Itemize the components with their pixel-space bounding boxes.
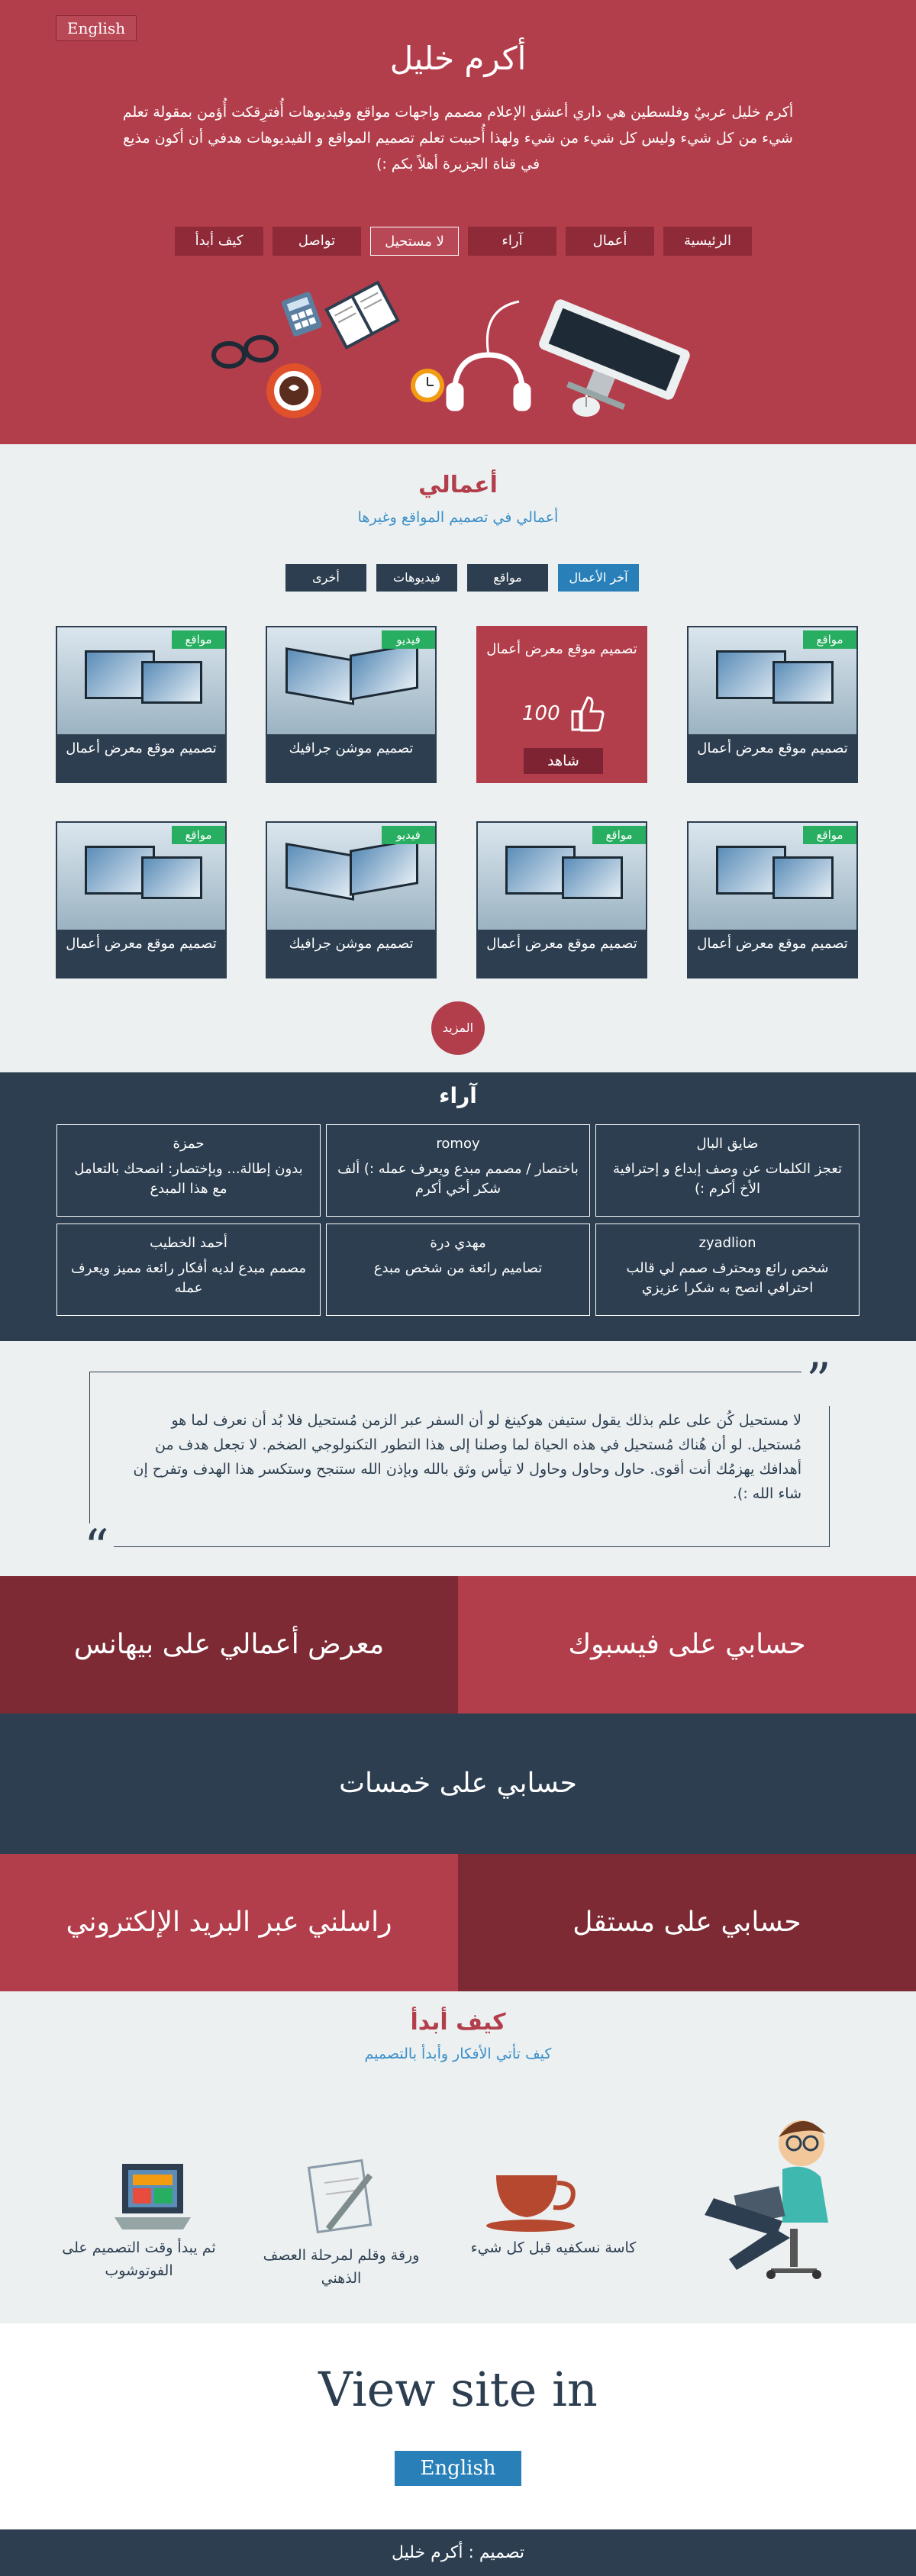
quote-open-icon: ” xyxy=(802,1357,836,1406)
nav-home[interactable]: الرئيسية xyxy=(663,227,752,256)
testimonial-card xyxy=(595,1224,860,1316)
step-photoshop: ثم يبدأ وقت التصميم على الفوتوشوب xyxy=(62,2239,216,2279)
testimonial-author: ضايق البال xyxy=(696,1136,759,1152)
work-title: تصميم موقع معرض أعمال xyxy=(697,936,848,952)
work-title: تصميم موقع معرض أعمال xyxy=(486,936,637,952)
alarm-clock-icon xyxy=(411,369,444,402)
testimonial-text: بدون إطالة... وبإختصار: انصحك بالتعامل مع هذا المبدع xyxy=(74,1161,303,1197)
works-subtitle: أعمالي في تصميم المواقع وغيرها xyxy=(357,509,559,526)
category-tag: مواقع xyxy=(592,826,646,844)
quote-close-icon: “ xyxy=(79,1523,114,1572)
notebook-icon xyxy=(324,280,400,350)
category-tag: فيديو xyxy=(382,630,435,649)
opinions-title: آراء xyxy=(439,1083,477,1108)
category-tag: فيديو xyxy=(382,826,435,844)
step-brainstorm: ورقة وقلم لمرحلة العصف الذهني xyxy=(263,2247,420,2287)
opinions-section xyxy=(0,1072,916,1341)
testimonial-author: مهدي درة xyxy=(430,1235,486,1251)
nav-opinions[interactable]: آراء xyxy=(468,227,556,256)
category-tag: مواقع xyxy=(172,826,225,844)
site-title: أكرم خليل xyxy=(389,40,527,77)
nav-impossible[interactable]: لا مستحيل xyxy=(370,227,459,256)
how-title: كيف أبدأ xyxy=(410,2009,506,2036)
testimonial-text: باختصار / مصمم مبدع ويعرف عمله :) ألف شكر أخي أكرم xyxy=(337,1161,579,1197)
testimonial-author: أحمد الخطيب xyxy=(150,1235,227,1251)
filter-latest[interactable]: آخر الأعمال xyxy=(558,564,639,592)
step-coffee: كاسة نسكفيه قبل كل شيء xyxy=(470,2239,637,2256)
work-card[interactable] xyxy=(56,821,227,978)
filter-websites[interactable]: مواقع xyxy=(467,564,548,592)
testimonial-author: romoy xyxy=(436,1136,480,1152)
nav-contact[interactable]: تواصل xyxy=(273,227,361,256)
work-title: تصميم موقع معرض أعمال xyxy=(697,740,848,756)
view-site-section xyxy=(0,2323,916,2529)
works-title: أعمالي xyxy=(418,472,498,498)
email-link[interactable]: راسلني عبر البريد الإلكتروني xyxy=(0,1854,458,1991)
thumbs-up-icon xyxy=(568,695,605,733)
coffee-mug-icon xyxy=(485,2160,584,2236)
featured-work-title: تصميم موقع معرض أعمال xyxy=(486,641,637,657)
work-title: تصميم موشن جرافيك xyxy=(289,936,414,952)
work-title: تصميم موقع معرض أعمال xyxy=(66,740,217,756)
category-tag: مواقع xyxy=(172,630,225,649)
testimonial-card xyxy=(595,1124,860,1217)
coffee-cup-icon xyxy=(266,363,321,418)
bio-text: أكرم خليل عربيٌ وفلسطين هي داري أعشق الإعلام مصمم واجهات مواقع وفيديوهات أُفترِقكت أُؤمن بمقولة تعلم شيء من كل شيء وليس كل شيء من شيء ولهذا أُحببت تعلم تصميم المواقع و الفيديوهات هدفي أن أكون مذيع في قناة الجزيرة أهلاً بكم :) xyxy=(122,104,794,172)
work-title: تصميم موقع معرض أعمال xyxy=(66,936,217,952)
paper-pencil-icon xyxy=(298,2152,382,2236)
filter-other[interactable]: أخرى xyxy=(285,564,366,592)
testimonial-text: تصاميم رائعة من شخص مبدع xyxy=(373,1260,543,1276)
testimonial-text: تعجز الكلمات عن وصف إبداع و إحترافية الأخ أكرم :) xyxy=(613,1161,842,1197)
testimonial-card xyxy=(56,1124,321,1217)
view-site-title: View site in xyxy=(318,2362,598,2417)
work-title: تصميم موشن جرافيك xyxy=(289,740,414,756)
footer-credit: تصميم : أكرم خليل xyxy=(0,2529,916,2576)
hero-header xyxy=(0,0,916,444)
work-card[interactable] xyxy=(56,626,227,783)
photoshop-laptop-icon xyxy=(114,2156,191,2240)
work-card[interactable] xyxy=(476,821,647,978)
main-nav xyxy=(164,227,752,257)
nav-how-start[interactable]: كيف أبدأ xyxy=(175,227,263,256)
designer-character-illustration xyxy=(676,2107,859,2290)
category-tag: مواقع xyxy=(803,630,856,649)
works-filters xyxy=(276,564,639,593)
nav-works[interactable]: أعمال xyxy=(566,227,654,256)
testimonial-author: حمزة xyxy=(173,1136,205,1152)
testimonial-author: zyadlion xyxy=(698,1235,756,1251)
mostaql-link[interactable]: حسابي على مستقل xyxy=(458,1854,916,1991)
testimonial-card xyxy=(56,1224,321,1316)
testimonial-text: شخص رائع ومحترف صمم لي قالب احترافي انصح به شكرا عزيزي xyxy=(626,1260,829,1296)
more-button[interactable]: المزيد xyxy=(431,1001,485,1055)
glasses-icon xyxy=(214,337,276,366)
work-card[interactable] xyxy=(687,821,858,978)
filter-videos[interactable]: فيديوهات xyxy=(376,564,457,592)
english-site-button[interactable]: English xyxy=(395,2451,521,2486)
work-card[interactable] xyxy=(266,821,437,978)
category-tag: مواقع xyxy=(803,826,856,844)
testimonial-text: مصمم مبدع لديه أفكار رائعة مميز ويعرف عمله xyxy=(71,1260,306,1296)
calculator-icon xyxy=(281,291,323,337)
khamsat-link[interactable]: حسابي على خمسات xyxy=(0,1714,916,1854)
work-card[interactable] xyxy=(266,626,437,783)
behance-link[interactable]: معرض أعمالي على بيهانس xyxy=(0,1576,458,1714)
desk-illustration xyxy=(198,279,718,431)
language-button[interactable]: English xyxy=(56,15,137,41)
headphones-icon xyxy=(449,301,528,408)
featured-work-card[interactable] xyxy=(476,626,647,783)
how-subtitle: كيف تأتي الأفكار وأبدأ بالتصميم xyxy=(364,2046,552,2062)
testimonial-card xyxy=(326,1124,590,1217)
monitor-icon xyxy=(527,298,692,426)
view-button[interactable]: شاهد xyxy=(524,748,603,774)
impossible-quote: لا مستحيل كُن على علم بذلك يقول ستيفن هوكينغ لو أن السفر عبر الزمن مُستحيل فلا بُد أن نعرف لما هو مُستحيل. لو أن هُناك مُستحيل في هذه الحياة لما وصلنا إلى هذا التطور التكنولوجي الضخم. لا تجعل هدف من أهدافك يهزمُك أنت أقوى. حاول وحاول وحاول لا تيأس وثق بالله وبإذن الله ستنجح وستكسر هذا الهدف وتفرح إن شاء الله :). xyxy=(133,1412,802,1502)
likes-count: 100 xyxy=(522,702,560,725)
work-card[interactable] xyxy=(687,626,858,783)
facebook-link[interactable]: حسابي على فيسبوك xyxy=(458,1576,916,1714)
testimonial-card xyxy=(326,1224,590,1316)
